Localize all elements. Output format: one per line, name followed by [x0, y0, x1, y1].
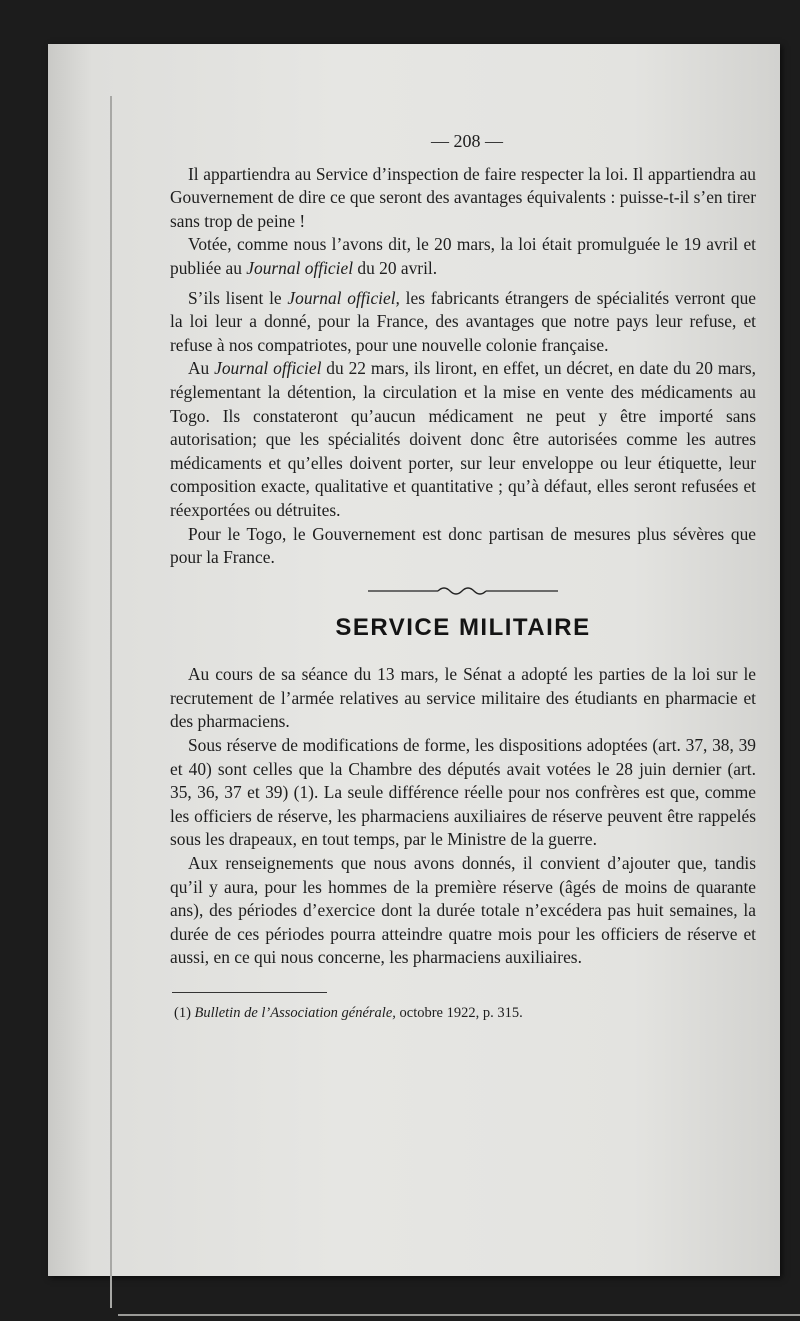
- paragraph-2: [170, 233, 756, 280]
- paragraph-4-italic: Journal officiel: [214, 358, 322, 379]
- ornament-divider: [368, 584, 558, 598]
- paragraph-3: [170, 287, 756, 358]
- paragraph-3-end: les fabricants étrangers de spécialités verront que la loi leur a donné, pour la France, des avantages que notre pays leur refuse, et refuse à nos compatriotes, pour une nouvelle colonie française.: [170, 287, 756, 355]
- page-number: — 208 —: [431, 131, 503, 151]
- paragraph-5: Pour le Togo, le Gouvernement est donc partisan de mesures plus sévères que pour la France.: [170, 523, 756, 568]
- journal-officiel-title: Journal officiel: [246, 257, 354, 278]
- page-edge-bottom: [118, 1314, 800, 1316]
- footnote-marker: (1): [174, 1005, 195, 1021]
- footnote: [170, 1003, 756, 1023]
- footnote-end: octobre 1922, p. 315.: [395, 1005, 523, 1021]
- paragraph-2-end: du 20 avril.: [353, 257, 438, 278]
- page-content: [170, 130, 756, 1023]
- paragraph-1: Il appartiendra au Service d’inspection de faire respecter la loi. Il appartiendra au Gouvernement de dire ce que seront des avantages équivalents : puisse-t-il s’en tirer sans trop de peine !: [170, 163, 756, 231]
- paragraph-4: [170, 357, 756, 522]
- paragraph-3-start: S’ils lisent le: [188, 287, 288, 308]
- paragraph-4-start: Au: [188, 358, 215, 379]
- footnote-italic: Bulletin de l’Association générale,: [194, 1005, 396, 1021]
- paragraph-3-italic: Journal officiel,: [287, 287, 400, 308]
- section-title: SERVICE MILITAIRE: [335, 613, 591, 641]
- paragraph-8: Aux renseignements que nous avons donnés, il convient d’ajouter que, tandis qu’il y aura, pour les hommes de la première réserve (âgés de moins de quarante ans), des périodes d’exercice dont la durée totale n’excédera pas huit semaines, la durée de ces périodes pourra atteindre quatre mois pour les officiers de réserve et aussi, en ce qui nous concerne, les pharmaciens auxiliaires.: [170, 853, 756, 968]
- paragraph-4-end: du 22 mars, ils liront, en effet, un décret, en date du 20 mars, réglementant la détention, la circulation et la mise en vente des médicaments au Togo. Ils constateront qu’aucun médicament ne peut y être importé sans autorisation; que les spécialités doivent donc être autorisées comme les autres médicaments et qu’elles doivent porter, sur leur enveloppe ou leur étiquette, leur composition exacte, qualitative et quantitative ; qu’à défaut, elles seront refusées et réexportées ou détruites.: [170, 358, 756, 520]
- footnote-rule: [172, 992, 327, 993]
- page-edge-left: [110, 96, 112, 1308]
- paragraph-7: Sous réserve de modifications de forme, les dispositions adoptées (art. 37, 38, 39 et 40) sont celles que la Chambre des députés avait votées le 28 juin dernier (art. 35, 36, 37 et 39) (1). La seule différence réelle pour nos confrères est que, comme les officiers de réserve, les pharmaciens auxiliaires de réserve peuvent être rappelés sous les drapeaux, en tout temps, par le Ministre de la guerre.: [170, 735, 756, 850]
- paragraph-2-text: Votée, comme nous l’avons dit, le 20 mars, la loi était promulguée le 19 avril et publiée au: [170, 234, 756, 278]
- paragraph-6: Au cours de sa séance du 13 mars, le Sénat a adopté les parties de la loi sur le recrutement de l’armée relatives au service militaire des étudiants en pharmacie et des pharmaciens.: [170, 664, 756, 732]
